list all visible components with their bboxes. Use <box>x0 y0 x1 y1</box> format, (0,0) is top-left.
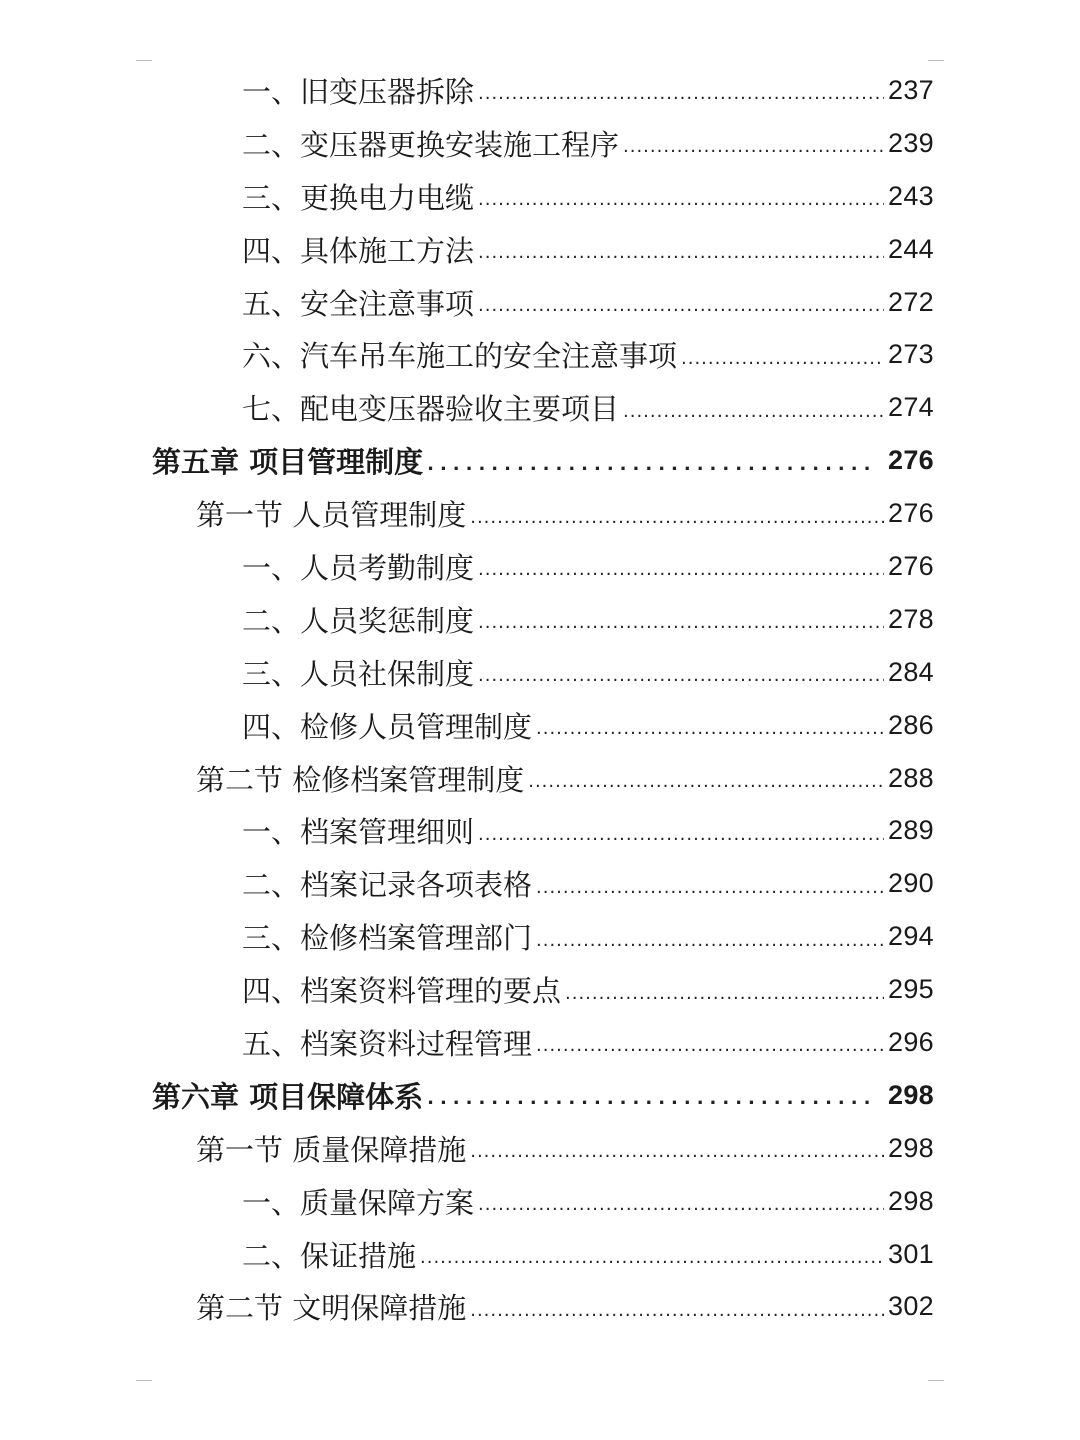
toc-entry-item[interactable] <box>0 910 1080 963</box>
toc-entry-title: 第二节 检修档案管理制度 <box>196 762 525 797</box>
toc-dot-leader <box>478 604 884 634</box>
toc-entry-item[interactable] <box>0 223 1080 276</box>
toc-entry-title: 四、档案资料管理的要点 <box>242 974 562 1009</box>
toc-dot-leader <box>478 1186 884 1216</box>
toc-dot-leader <box>536 1027 884 1057</box>
toc-entry-page-number: 288 <box>888 762 934 793</box>
toc-entry-page-number: 239 <box>888 127 934 158</box>
toc-dot-leader <box>470 499 884 529</box>
toc-entry-item[interactable] <box>0 1016 1080 1069</box>
toc-entry-title: 五、安全注意事项 <box>242 286 475 321</box>
toc-entry-item[interactable] <box>0 328 1080 381</box>
toc-entry-page-number: 274 <box>888 392 934 423</box>
toc-entry-page-number: 289 <box>888 815 934 846</box>
toc-dot-leader <box>478 816 884 846</box>
crop-mark-top-left <box>136 60 152 61</box>
toc-entry-title: 一、旧变压器拆除 <box>242 74 475 109</box>
toc-entry-page-number: 298 <box>888 1079 934 1110</box>
toc-dot-leader <box>536 922 884 952</box>
toc-entry-title: 三、检修档案管理部门 <box>242 921 533 956</box>
toc-entry-item[interactable] <box>0 804 1080 857</box>
toc-dot-leader <box>623 128 884 158</box>
toc-entry-page-number: 290 <box>888 868 934 899</box>
toc-entry-page-number: 294 <box>888 921 934 952</box>
toc-entry-page-number: 298 <box>888 1185 934 1216</box>
toc-entry-title: 三、人员社保制度 <box>242 656 475 691</box>
toc-entry-page-number: 276 <box>888 498 934 529</box>
toc-dot-leader <box>565 975 884 1005</box>
toc-entry-page-number: 296 <box>888 1026 934 1057</box>
toc-entry-section[interactable] <box>0 487 1080 540</box>
toc-entry-item[interactable] <box>0 646 1080 699</box>
toc-entry-title: 第一节 人员管理制度 <box>196 498 467 533</box>
toc-entry-title: 第六章 项目保障体系 <box>152 1079 424 1114</box>
toc-entry-title: 一、人员考勤制度 <box>242 550 475 585</box>
toc-entry-title: 一、质量保障方案 <box>242 1185 475 1220</box>
toc-entry-item[interactable] <box>0 699 1080 752</box>
crop-mark-top-right <box>928 60 944 61</box>
toc-entry-item[interactable] <box>0 593 1080 646</box>
toc-entry-chapter[interactable] <box>0 1069 1080 1122</box>
toc-dot-leader <box>478 551 884 581</box>
toc-entry-title: 第一节 质量保障措施 <box>196 1132 467 1167</box>
toc-dot-leader <box>427 446 870 476</box>
toc-entry-title: 六、汽车吊车施工的安全注意事项 <box>242 339 678 374</box>
toc-entry-item[interactable] <box>0 1228 1080 1281</box>
toc-dot-leader <box>681 340 884 370</box>
toc-entry-title: 三、更换电力电缆 <box>242 180 475 215</box>
toc-entry-item[interactable] <box>0 381 1080 434</box>
toc-entry-title: 七、配电变压器验收主要项目 <box>242 392 620 427</box>
toc-dot-leader <box>478 75 884 105</box>
toc-entry-section[interactable] <box>0 752 1080 805</box>
toc-dot-leader <box>528 763 884 793</box>
toc-entry-title: 四、具体施工方法 <box>242 233 475 268</box>
toc-dot-leader <box>478 234 884 264</box>
toc-entry-chapter[interactable] <box>0 434 1080 487</box>
toc-entry-item[interactable] <box>0 117 1080 170</box>
toc-entry-title: 二、人员奖惩制度 <box>242 603 475 638</box>
toc-entry-page-number: 278 <box>888 603 934 634</box>
toc-dot-leader <box>536 710 884 740</box>
crop-mark-bottom-right <box>928 1380 944 1381</box>
toc-entry-title: 二、档案记录各项表格 <box>242 868 533 903</box>
toc-entry-title: 第二节 文明保障措施 <box>196 1291 467 1326</box>
toc-entry-title: 二、保证措施 <box>242 1238 417 1273</box>
toc-dot-leader <box>478 287 884 317</box>
toc-entry-item[interactable] <box>0 540 1080 593</box>
toc-entry-title: 二、变压器更换安装施工程序 <box>242 127 620 162</box>
toc-entry-item[interactable] <box>0 857 1080 910</box>
toc-entry-page-number: 276 <box>888 445 934 476</box>
toc-dot-leader <box>623 393 884 423</box>
table-of-contents <box>0 64 1080 1333</box>
toc-entry-page-number: 301 <box>888 1238 934 1269</box>
toc-entry-title: 四、检修人员管理制度 <box>242 709 533 744</box>
toc-entry-title: 五、档案资料过程管理 <box>242 1026 533 1061</box>
toc-entry-item[interactable] <box>0 1175 1080 1228</box>
toc-entry-page-number: 273 <box>888 339 934 370</box>
toc-entry-section[interactable] <box>0 1280 1080 1333</box>
toc-entry-section[interactable] <box>0 1122 1080 1175</box>
toc-dot-leader <box>420 1239 884 1269</box>
toc-dot-leader <box>536 869 884 899</box>
toc-entry-page-number: 295 <box>888 974 934 1005</box>
toc-entry-item[interactable] <box>0 276 1080 329</box>
toc-entry-item[interactable] <box>0 170 1080 223</box>
toc-entry-page-number: 272 <box>888 286 934 317</box>
toc-entry-page-number: 302 <box>888 1291 934 1322</box>
toc-entry-item[interactable] <box>0 963 1080 1016</box>
toc-entry-page-number: 243 <box>888 180 934 211</box>
crop-mark-bottom-left <box>136 1380 152 1381</box>
toc-entry-page-number: 244 <box>888 233 934 264</box>
toc-entry-page-number: 298 <box>888 1132 934 1163</box>
toc-dot-leader <box>470 1292 884 1322</box>
toc-dot-leader <box>478 181 884 211</box>
toc-entry-page-number: 237 <box>888 74 934 105</box>
toc-dot-leader <box>427 1080 870 1110</box>
toc-entry-title: 第五章 项目管理制度 <box>152 445 424 480</box>
toc-entry-page-number: 276 <box>888 550 934 581</box>
toc-entry-page-number: 284 <box>888 656 934 687</box>
toc-entry-page-number: 286 <box>888 709 934 740</box>
toc-entry-title: 一、档案管理细则 <box>242 815 475 850</box>
toc-entry-item[interactable] <box>0 64 1080 117</box>
toc-dot-leader <box>478 657 884 687</box>
toc-dot-leader <box>470 1133 884 1163</box>
